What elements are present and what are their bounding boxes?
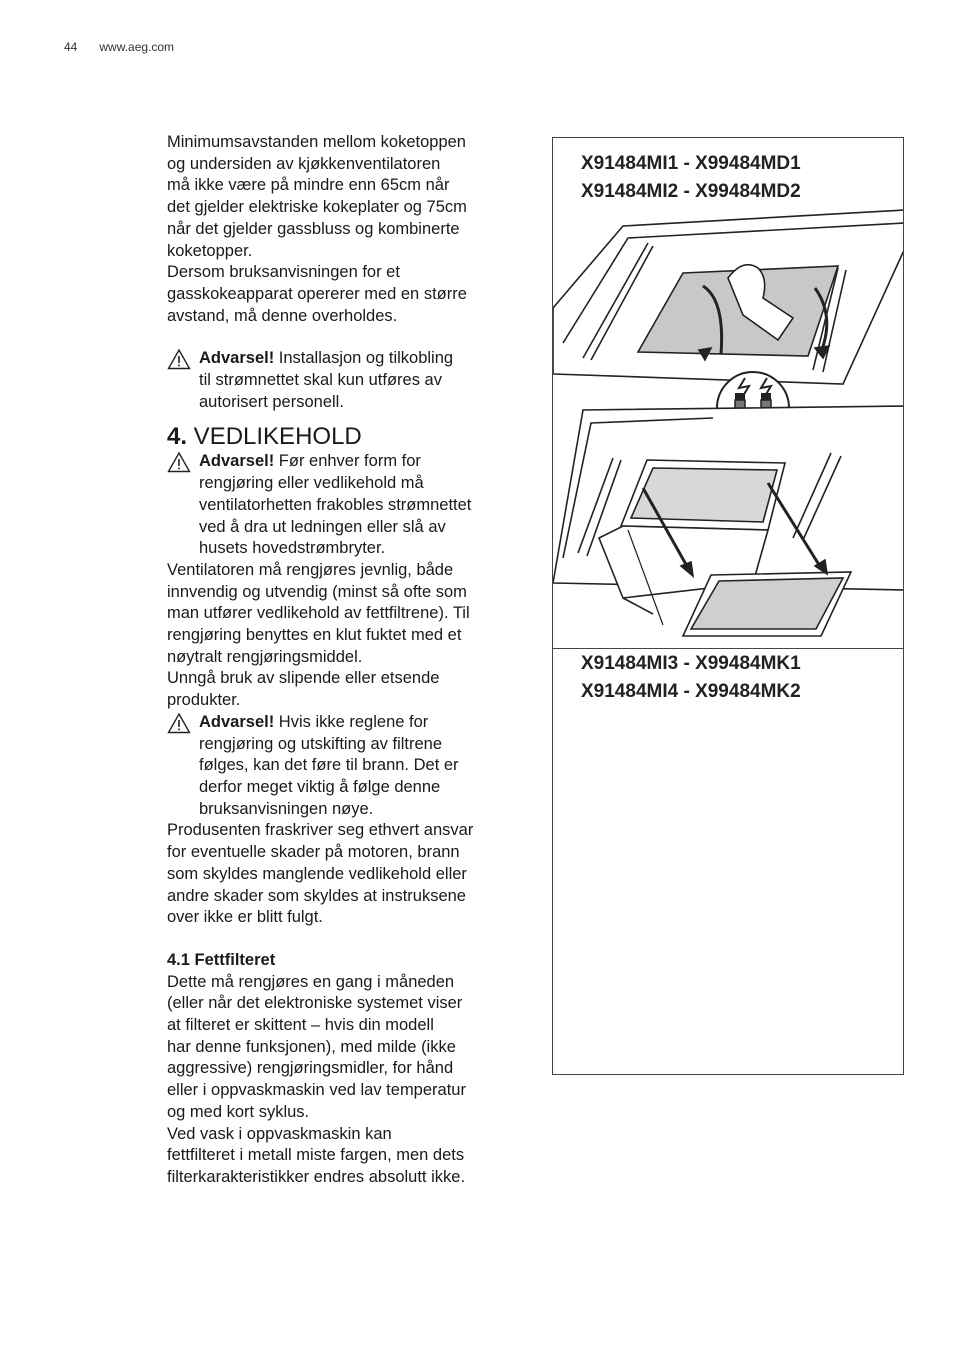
text-line: for eventuelle skader på motoren, brann	[167, 843, 460, 862]
text-line: fettfilteret i metall miste fargen, men dets	[167, 1146, 465, 1165]
text-line: Ved vask i oppvaskmaskin kan	[167, 1124, 392, 1143]
warning-fire	[167, 712, 507, 821]
website-url: www.aeg.com	[99, 40, 175, 54]
warning-label: Advarsel!	[199, 712, 275, 731]
hood-underside-drawing	[553, 210, 904, 384]
section-title: VEDLIKEHOLD	[187, 423, 362, 451]
text-line: gasskokeapparat opererer med en større	[167, 284, 467, 303]
filter-paragraph	[167, 972, 507, 1189]
text-line: til strømnettet skal kun utføres av	[199, 371, 442, 390]
text-column	[167, 132, 507, 1189]
text-line: og med kort syklus.	[167, 1102, 310, 1121]
text-line: det gjelder elektriske kokeplater og 75cm	[167, 198, 467, 217]
text-line: andre skader som skyldes at instruksene	[167, 886, 466, 905]
text-line: Hvis ikke reglene for	[274, 712, 429, 731]
text-line: Før enhver form for	[274, 452, 421, 471]
text-line: rengjøring og utskifting av filtrene	[199, 734, 443, 753]
text-line: bruksanvisningen nøye.	[199, 799, 374, 818]
text-line: eller i oppvaskmaskin ved lav temperatur	[167, 1081, 466, 1100]
warning-installation	[167, 348, 507, 413]
section-heading	[167, 423, 507, 451]
text-line: Installasjon og tilkobling	[274, 349, 454, 368]
filter-removal-figure	[552, 137, 904, 1075]
subsection-heading: 4.1 Fettfilteret	[167, 950, 276, 969]
text-line: koketopper.	[167, 241, 253, 260]
text-line: må ikke være på mindre enn 65cm når	[167, 176, 450, 195]
model-code: X91484MI2 - X99484MD2	[581, 181, 801, 202]
text-line: avstand, må denne overholdes.	[167, 306, 398, 325]
cleaning-paragraph	[167, 560, 507, 712]
text-line: Unngå bruk av slipende eller etsende	[167, 669, 440, 688]
text-line: Dette må rengjøres en gang i måneden	[167, 972, 455, 991]
intro-paragraph	[167, 132, 507, 327]
model-code: X91484MI3 - X99484MK1	[581, 653, 801, 674]
page-number: 44	[64, 40, 78, 54]
bottom-model-list	[553, 650, 903, 706]
warning-icon	[167, 348, 191, 370]
text-line: at filteret er skittent – hvis din modell	[167, 1016, 434, 1035]
page-header	[64, 40, 174, 54]
text-line: husets hovedstrømbryter.	[199, 539, 386, 558]
text-line: når det gjelder gassbluss og kombinerte	[167, 219, 460, 238]
text-line: som skyldes manglende vedlikehold eller	[167, 864, 467, 883]
warning-icon	[167, 712, 191, 734]
text-line: man utfører vedlikehold av fettfiltrene). Til	[167, 604, 470, 623]
text-line: filterkarakteristikker endres absolutt ikke.	[167, 1167, 466, 1186]
text-line: aggressive) rengjøringsmidler, for hånd	[167, 1059, 454, 1078]
text-line: innvendig og utvendig (minst så ofte som	[167, 582, 467, 601]
text-line: rengjøring eller vedlikehold må	[199, 474, 424, 493]
figure-divider	[553, 648, 903, 649]
text-line: Minimumsavstanden mellom koketoppen	[167, 133, 466, 151]
text-line: Produsenten fraskriver seg ethvert ansvar	[167, 821, 474, 840]
text-line: Ventilatoren må rengjøres jevnlig, både	[167, 560, 454, 579]
liability-paragraph	[167, 820, 507, 929]
text-line: Dersom bruksanvisningen for et	[167, 263, 400, 282]
text-line: (eller når det elektroniske systemet viser	[167, 994, 463, 1013]
model-code: X91484MI4 - X99484MK2	[581, 681, 801, 702]
text-line: ved å dra ut ledningen eller slå av	[199, 517, 446, 536]
top-model-list	[581, 150, 801, 206]
illustration	[553, 138, 904, 1075]
text-line: autorisert personell.	[199, 392, 344, 411]
text-line: produkter.	[167, 691, 241, 710]
text-line: over ikke er blitt fulgt.	[167, 908, 323, 927]
text-line: har denne funksjonen), med milde (ikke	[167, 1037, 456, 1056]
model-code: X91484MI1 - X99484MD1	[581, 153, 801, 174]
warning-icon	[167, 451, 191, 473]
warning-label: Advarsel!	[199, 452, 275, 471]
text-line: og undersiden av kjøkkenventilatoren	[167, 154, 441, 173]
text-line: derfor meget viktig å følge denne	[199, 777, 441, 796]
text-line: følges, kan det føre til brann. Det er	[199, 756, 459, 775]
section-number: 4.	[167, 423, 188, 451]
text-line: nøytralt rengjøringsmiddel.	[167, 647, 363, 666]
filter-panel-drawing	[553, 406, 904, 636]
text-line: rengjøring benyttes en klut fuktet med et	[167, 626, 462, 645]
text-line: ventilatorhetten frakobles strømnettet	[199, 495, 472, 514]
warning-label: Advarsel!	[199, 349, 275, 368]
warning-disconnect	[167, 451, 507, 560]
